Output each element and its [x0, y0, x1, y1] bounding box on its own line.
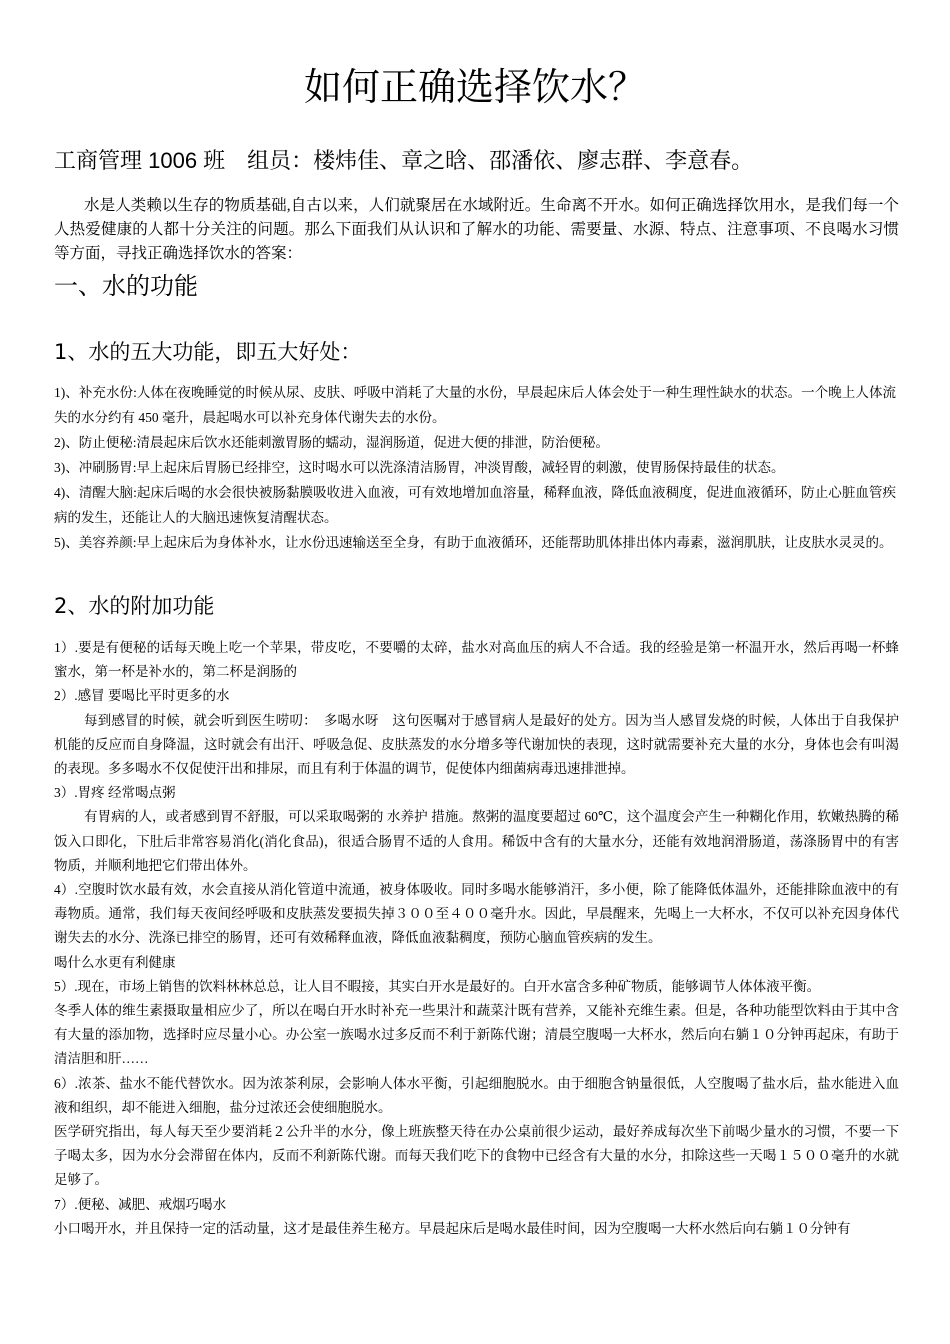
paragraph: 7）.便秘、减肥、戒烟巧喝水 [54, 1196, 227, 1212]
paragraph: 喝什么水更有利健康 [54, 954, 176, 970]
paragraph: 医学研究指出，每人每天至少要消耗２公升半的水分，像上班族整天待在办公桌前很少运动，最好养成每次坐下前喝少量水的习惯，不要一下子喝太多，因为水分会滞留在体内，反而不利新陈代谢。而每天我们吃下的食物中已经含有大量的水分，扣除这些一天喝１５００毫升的水就足够了。 [54, 1124, 899, 1188]
intro-paragraph: 水是人类赖以生存的物质基础,自古以来，人们就聚居在水域附近。生命离不开水。如何正确选择饮用水，是我们每一个人热爱健康的人都十分关注的问题。那么下面我们从认识和了解水的功能、需要量、水源、特点、注意事项、不良喝水习惯等方面，寻找正确选择饮水的答案： [54, 197, 899, 262]
subheading-five-functions: 1、水的五大功能，即五大好处： [54, 340, 362, 364]
paragraph: 有胃病的人，或者感到胃不舒服，可以采取喝粥的 水养护 措施。熬粥的温度要超过 60℃，这个温度会产生一种糊化作用，软嫩热腾的稀饭入口即化，下肚后非常容易消化(消化食品)，很适合肠胃不适的人食用。稀饭中含有的大量水分，还能有效地润滑肠道，荡涤肠胃中的有害物质，并顺利地把它们带出体外。 [54, 809, 899, 873]
page-title: 如何正确选择饮水？ [303, 65, 646, 109]
paragraph: 2）.感冒 要喝比平时更多的水 [54, 688, 230, 704]
list-item: 4)、清醒大脑:起床后喝的水会很快被肠黏膜吸收进入血液，可有效地增加血溶量，稀释血液，降低血液稠度，促进血液循环，防止心脏血管疾病的发生，还能让人的大脑迅速恢复清醒状态。 [54, 485, 896, 525]
five-functions-list [54, 380, 896, 555]
list-item: 5)、美容养颜:早上起床后为身体补水，让水份迅速输送至全身，有助于血液循环，还能帮助肌体排出体内毒素，滋润肌肤，让皮肤水灵灵的。 [54, 535, 893, 550]
paragraph: 3）.胃疼 经常喝点粥 [54, 785, 176, 801]
paragraph: 每到感冒的时候，就会听到医生唠叨： 多喝水呀 这句医嘱对于感冒病人是最好的处方。因为当人感冒发烧的时候，人体出于自我保护机能的反应而自身降温，这时就会有出汗、呼吸急促、皮肤蒸发的水分增多等代谢加快的表现，这时就需要补充大量的水分，身体也会有叫渴的表现。多多喝水不仅促使汗出和排尿，而且有利于体温的调节，促使体内细菌病毒迅速排泄掉。 [54, 712, 899, 777]
list-item: 3)、冲刷肠胃:早上起床后胃肠已经排空，这时喝水可以洗涤清洁肠胃，冲淡胃酸，减轻胃的刺激，使胃肠保持最佳的状态。 [54, 460, 785, 475]
subheading-additional-functions: 2、水的附加功能 [54, 594, 215, 618]
paragraph: 4）.空腹时饮水最有效，水会直接从消化管道中流通，被身体吸收。同时多喝水能够消汗，多小便，除了能降低体温外，还能排除血液中的有毒物质。通常，我们每天夜间经呼吸和皮肤蒸发要损失掉３００至４００毫升水。因此，早晨醒来，先喝上一大杯水，不仅可以补充因身体代谢失去的水分、洗涤已排空的肠胃，还可有效稀释血液，降低血液黏稠度，预防心脑血管疾病的发生。 [54, 882, 899, 946]
additional-functions-body [54, 636, 899, 1241]
section-heading-water-functions: 一、水的功能 [54, 272, 198, 300]
list-item: 2)、防止便秘:清晨起床后饮水还能刺激胃肠的蠕动，湿润肠道，促进大便的排泄，防治便秘。 [54, 435, 609, 450]
list-item: 1)、补充水份:人体在夜晚睡觉的时候从尿、皮肤、呼吸中消耗了大量的水份，早晨起床后人体会处于一种生理性缺水的状态。一个晚上人体流失的水分约有 450 毫升，晨起喝水可以补充身体代谢失去的水份。 [54, 385, 896, 425]
paragraph: 5）.现在，市场上销售的饮料林林总总，让人目不暇接，其实白开水是最好的。白开水富含多种矿物质，能够调节人体体液平衡。 [54, 978, 821, 994]
paragraph: 1）.要是有便秘的话每天晚上吃一个苹果，带皮吃，不要嚼的太碎，盐水对高血压的病人不合适。我的经验是第一杯温开水，然后再喝一杯蜂蜜水，第一杯是补水的，第二杯是润肠的 [54, 640, 899, 680]
paragraph: 冬季人体的维生素摄取量相应少了，所以在喝白开水时补充一些果汁和蔬菜汁既有营养，又能补充维生素。但是，各种功能型饮料由于其中含有大量的添加物，选择时应尽量小心。办公室一族喝水过多反而不利于新陈代谢；清晨空腹喝一大杯水，然后向右躺１０分钟再起床，有助于清洁胆和肝…… [54, 1003, 899, 1067]
paragraph: 6）.浓茶、盐水不能代替饮水。因为浓茶利尿，会影响人体水平衡，引起细胞脱水。由于细胞含钠量很低，人空腹喝了盐水后，盐水能进入血液和组织，却不能进入细胞，盐分过浓还会使细胞脱水。 [54, 1075, 899, 1115]
class-members-line: 工商管理 1006 班 组员：楼炜佳、章之晗、邵潘依、廖志群、李意春。 [54, 148, 754, 173]
paragraph: 小口喝开水，并且保持一定的活动量，这才是最佳养生秘方。早晨起床后是喝水最佳时间，因为空腹喝一大杯水然后向右躺１０分钟有 [54, 1220, 851, 1236]
